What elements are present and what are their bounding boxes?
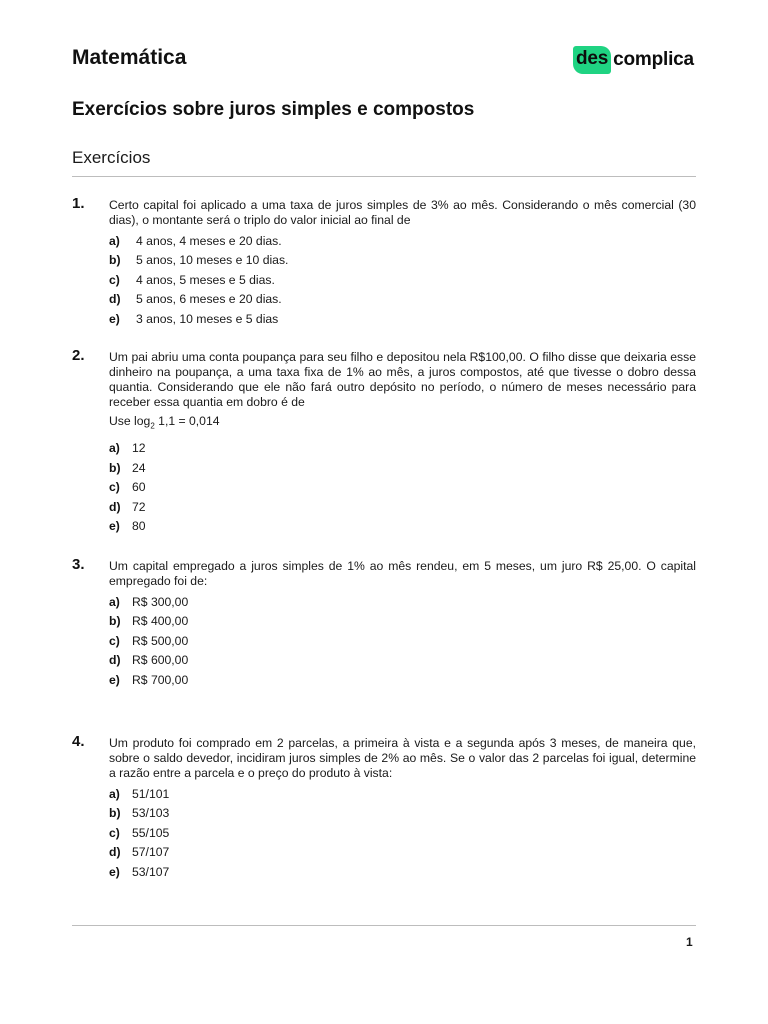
option-label: e): [109, 864, 120, 879]
option-label: e): [109, 519, 120, 533]
option-text: 5 anos, 6 meses e 20 dias.: [136, 292, 282, 307]
option-c: [109, 478, 696, 497]
option-e: [109, 517, 696, 536]
option-a: [109, 785, 696, 804]
option-text: R$ 300,00: [132, 595, 189, 609]
option-b: [109, 251, 696, 270]
option-text: 12: [132, 441, 146, 456]
option-text: 4 anos, 4 meses e 20 dias.: [136, 234, 282, 248]
question-number: 4.: [72, 733, 85, 750]
option-label: c): [109, 825, 120, 840]
logo-des: des: [573, 46, 611, 74]
question-number: 1.: [72, 195, 85, 212]
option-b: [109, 804, 696, 823]
question-1: [72, 195, 696, 329]
option-label: d): [109, 499, 121, 514]
page-number: 1: [686, 935, 693, 949]
subject-heading: Matemática: [72, 46, 187, 69]
option-label: b): [109, 460, 121, 475]
option-a: [109, 439, 696, 458]
option-text: 5 anos, 10 meses e 10 dias.: [136, 253, 289, 268]
option-text: R$ 500,00: [132, 633, 189, 648]
options-list: [109, 439, 696, 536]
options-list: [109, 593, 696, 690]
option-text: R$ 600,00: [132, 653, 189, 668]
option-c: [109, 824, 696, 843]
option-text: 72: [132, 499, 146, 514]
option-text: 80: [132, 519, 146, 533]
section-divider: [72, 176, 696, 177]
option-label: c): [109, 480, 120, 495]
option-label: b): [109, 806, 121, 821]
option-e: [109, 863, 696, 882]
option-label: a): [109, 595, 120, 609]
option-b: [109, 612, 696, 631]
option-text: 60: [132, 480, 146, 495]
option-label: e): [109, 311, 120, 326]
option-text: 24: [132, 460, 146, 475]
option-b: [109, 459, 696, 478]
question-3: [72, 556, 696, 690]
options-list: [109, 232, 696, 329]
logo-complica: complica: [613, 49, 694, 70]
option-label: c): [109, 272, 120, 287]
question-text: Um produto foi comprado em 2 parcelas, a primeira à vista e a segunda após 3 meses, de maneira que, sobre o saldo devedor, incidiram juros simples de 2% ao mês. Se o valor das 2 parcelas foi igual, determine a razão entre a parcela e o preço do produto à vista:: [109, 736, 696, 780]
footer-divider: [72, 925, 696, 926]
question-text: Um capital empregado a juros simples de 1% ao mês rendeu, em 5 meses, um juro R$ 25,00. O capital empregado foi de:: [109, 559, 696, 588]
option-text: 53/103: [132, 806, 170, 821]
option-label: a): [109, 234, 120, 248]
question-number: 3.: [72, 556, 85, 573]
note-suffix: 1,1 = 0,014: [154, 414, 220, 428]
option-label: a): [109, 787, 120, 801]
option-e: [109, 310, 696, 329]
option-text: R$ 700,00: [132, 672, 189, 687]
document-title: Exercícios sobre juros simples e compostos: [72, 99, 475, 120]
option-a: [109, 232, 696, 251]
option-d: [109, 498, 696, 517]
option-d: [109, 290, 696, 309]
question-4: [72, 733, 696, 882]
option-text: 3 anos, 10 meses e 5 dias: [136, 311, 279, 326]
question-number: 2.: [72, 347, 85, 364]
option-label: d): [109, 292, 121, 307]
option-text: 51/101: [132, 787, 170, 801]
option-text: 53/107: [132, 864, 170, 879]
option-a: [109, 593, 696, 612]
question-text: Um pai abriu uma conta poupança para seu filho e depositou nela R$100,00. O filho disse que deixaria esse dinheiro na poupança, a uma taxa fixa de 1% ao mês, a juros compostos, até que tivesse o dobro dessa quantia. Considerando que ele não fará outro depósito no período, o número de meses necessário para receber essa quantia em dobro é de: [109, 350, 696, 409]
question-note: [109, 414, 696, 433]
note-prefix: Use log: [109, 414, 151, 428]
option-text: 4 anos, 5 meses e 5 dias.: [136, 272, 275, 287]
option-label: a): [109, 441, 120, 456]
option-label: d): [109, 653, 121, 668]
option-label: e): [109, 672, 120, 687]
option-e: [109, 671, 696, 690]
options-list: [109, 785, 696, 882]
option-d: [109, 651, 696, 670]
option-label: b): [109, 614, 121, 629]
option-d: [109, 843, 696, 862]
question-2: [72, 347, 696, 536]
question-text: Certo capital foi aplicado a uma taxa de juros simples de 3% ao mês. Considerando o mês comercial (30 dias), o montante será o triplo do valor inicial ao final de: [109, 198, 696, 227]
note-subscript: 2: [150, 421, 155, 431]
option-text: 55/105: [132, 825, 170, 840]
option-label: d): [109, 845, 121, 860]
option-text: R$ 400,00: [132, 614, 189, 629]
option-c: [109, 271, 696, 290]
option-label: c): [109, 633, 120, 648]
section-heading: Exercícios: [72, 148, 151, 167]
option-label: b): [109, 253, 121, 268]
option-text: 57/107: [132, 845, 170, 860]
option-c: [109, 632, 696, 651]
descomplica-logo: [573, 44, 694, 76]
